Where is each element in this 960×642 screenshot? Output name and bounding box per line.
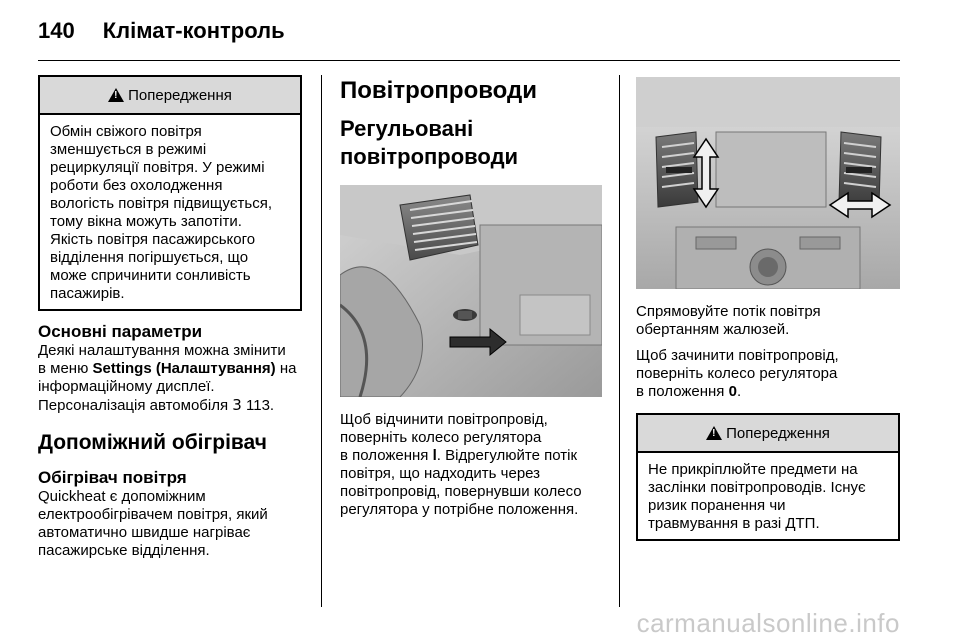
- watermark: carmanualsonline.info: [636, 608, 900, 638]
- text-line: регулятора у потрібне положення.: [340, 501, 579, 518]
- page-header: [38, 18, 285, 48]
- text-line: може спричинити сонливість: [50, 267, 251, 284]
- basic-paragraph: [38, 342, 302, 415]
- warning-box: [636, 413, 900, 541]
- text-line: Quickheat є допоміжним: [38, 488, 206, 505]
- section-heading-basic: Основні параметри: [38, 322, 203, 341]
- text-line: Не прикріплюйте предмети на: [648, 461, 858, 478]
- text-span: Персоналізація автомобіля: [38, 397, 229, 414]
- text-line: Щоб зачинити повітропровід,: [636, 347, 839, 364]
- text-span: . Відрегулюйте потік: [436, 447, 578, 464]
- section-heading-vents: Повітропроводи: [340, 77, 537, 104]
- text-line: повітря, що надходить через: [340, 465, 541, 482]
- text-span: в положення: [340, 447, 433, 464]
- subheading-adjustable: [340, 115, 602, 171]
- vent-center-drawing: [636, 77, 900, 289]
- louver-paragraph: [636, 303, 900, 339]
- menu-name: Settings (Налаштування): [92, 360, 276, 377]
- louver-lever: [666, 167, 692, 173]
- text-line: повітропроводи: [340, 144, 519, 169]
- text-line: вологість повітря підвищується,: [50, 195, 273, 212]
- column-right: [636, 75, 900, 541]
- warning-icon: [108, 88, 124, 102]
- text-line: Деякі налаштування можна змінити: [38, 342, 286, 359]
- warning-icon: [706, 426, 722, 440]
- text-line: інформаційному дисплеї.: [38, 378, 215, 395]
- louver-lever: [846, 167, 872, 173]
- text-line: поверніть колесо регулятора: [636, 365, 838, 382]
- text-span: в меню: [38, 360, 93, 377]
- aux-paragraph: [38, 488, 302, 560]
- page-ref[interactable]: 113.: [246, 397, 275, 414]
- text-line: [340, 447, 602, 465]
- vent-illustration-side: [340, 185, 602, 397]
- text-line: [636, 383, 900, 401]
- text-line: пасажирів.: [50, 285, 125, 302]
- warning-title: Попередження: [128, 86, 232, 104]
- chapter-title: Клімат-контроль: [102, 18, 285, 43]
- text-line: пасажирське відділення.: [38, 542, 210, 559]
- text-span: .: [736, 383, 742, 400]
- text-line: заслінки повітропроводів. Існує: [648, 479, 866, 496]
- text-line: Регульовані: [340, 116, 474, 141]
- column-divider: [619, 75, 620, 607]
- warning-header: [638, 415, 898, 453]
- column-middle: [340, 75, 602, 519]
- text-line: [38, 396, 302, 415]
- column-left: [38, 75, 302, 560]
- text-line: Щоб відчинити повітропровід,: [340, 411, 548, 428]
- text-line: відділення погіршується, що: [50, 249, 249, 266]
- text-line: рециркуляції повітря. У режимі: [50, 159, 265, 176]
- subheading-heater: Обігрівач повітря: [38, 468, 187, 487]
- column-divider: [321, 75, 322, 607]
- warning-header: [40, 77, 300, 115]
- page-ref-icon: 3: [232, 396, 242, 414]
- vent-close-paragraph: [636, 347, 900, 401]
- text-line: ризик поранення чи: [648, 497, 786, 514]
- text-line: Обмін свіжого повітря: [50, 123, 202, 140]
- text-line: поверніть колесо регулятора: [340, 429, 542, 446]
- text-line: електрообігрівачем повітря, який: [38, 506, 268, 523]
- text-line: тому вікна можуть запотіти.: [50, 213, 242, 230]
- page-number: 140: [38, 18, 75, 43]
- vent-illustration-center: [636, 77, 900, 289]
- section-heading-aux: Допоміжний обігрівач: [38, 431, 267, 454]
- warning-text: [638, 453, 898, 542]
- warning-box: [38, 75, 302, 311]
- header-rule: [38, 60, 900, 61]
- open-position-symbol: l: [432, 447, 437, 464]
- text-line: автоматично швидше нагріває: [38, 524, 251, 541]
- text-line: [38, 360, 302, 378]
- warning-text: [40, 115, 300, 312]
- text-line: обертанням жалюзей.: [636, 321, 790, 338]
- text-line: Спрямовуйте потік повітря: [636, 303, 821, 320]
- text-line: Якість повітря пасажирського: [50, 231, 256, 248]
- vent-side-drawing: [340, 185, 602, 397]
- text-span: на: [275, 360, 297, 377]
- vent-open-paragraph: [340, 411, 602, 519]
- text-line: зменшується в режимі: [50, 141, 207, 158]
- text-span: в положення: [636, 383, 729, 400]
- text-line: роботи без охолодження: [50, 177, 223, 194]
- text-line: травмування в разі ДТП.: [648, 515, 820, 532]
- warning-title: Попередження: [726, 424, 830, 442]
- text-line: повітропровід, повернувши колесо: [340, 483, 582, 500]
- closed-position-symbol: 0: [728, 383, 737, 400]
